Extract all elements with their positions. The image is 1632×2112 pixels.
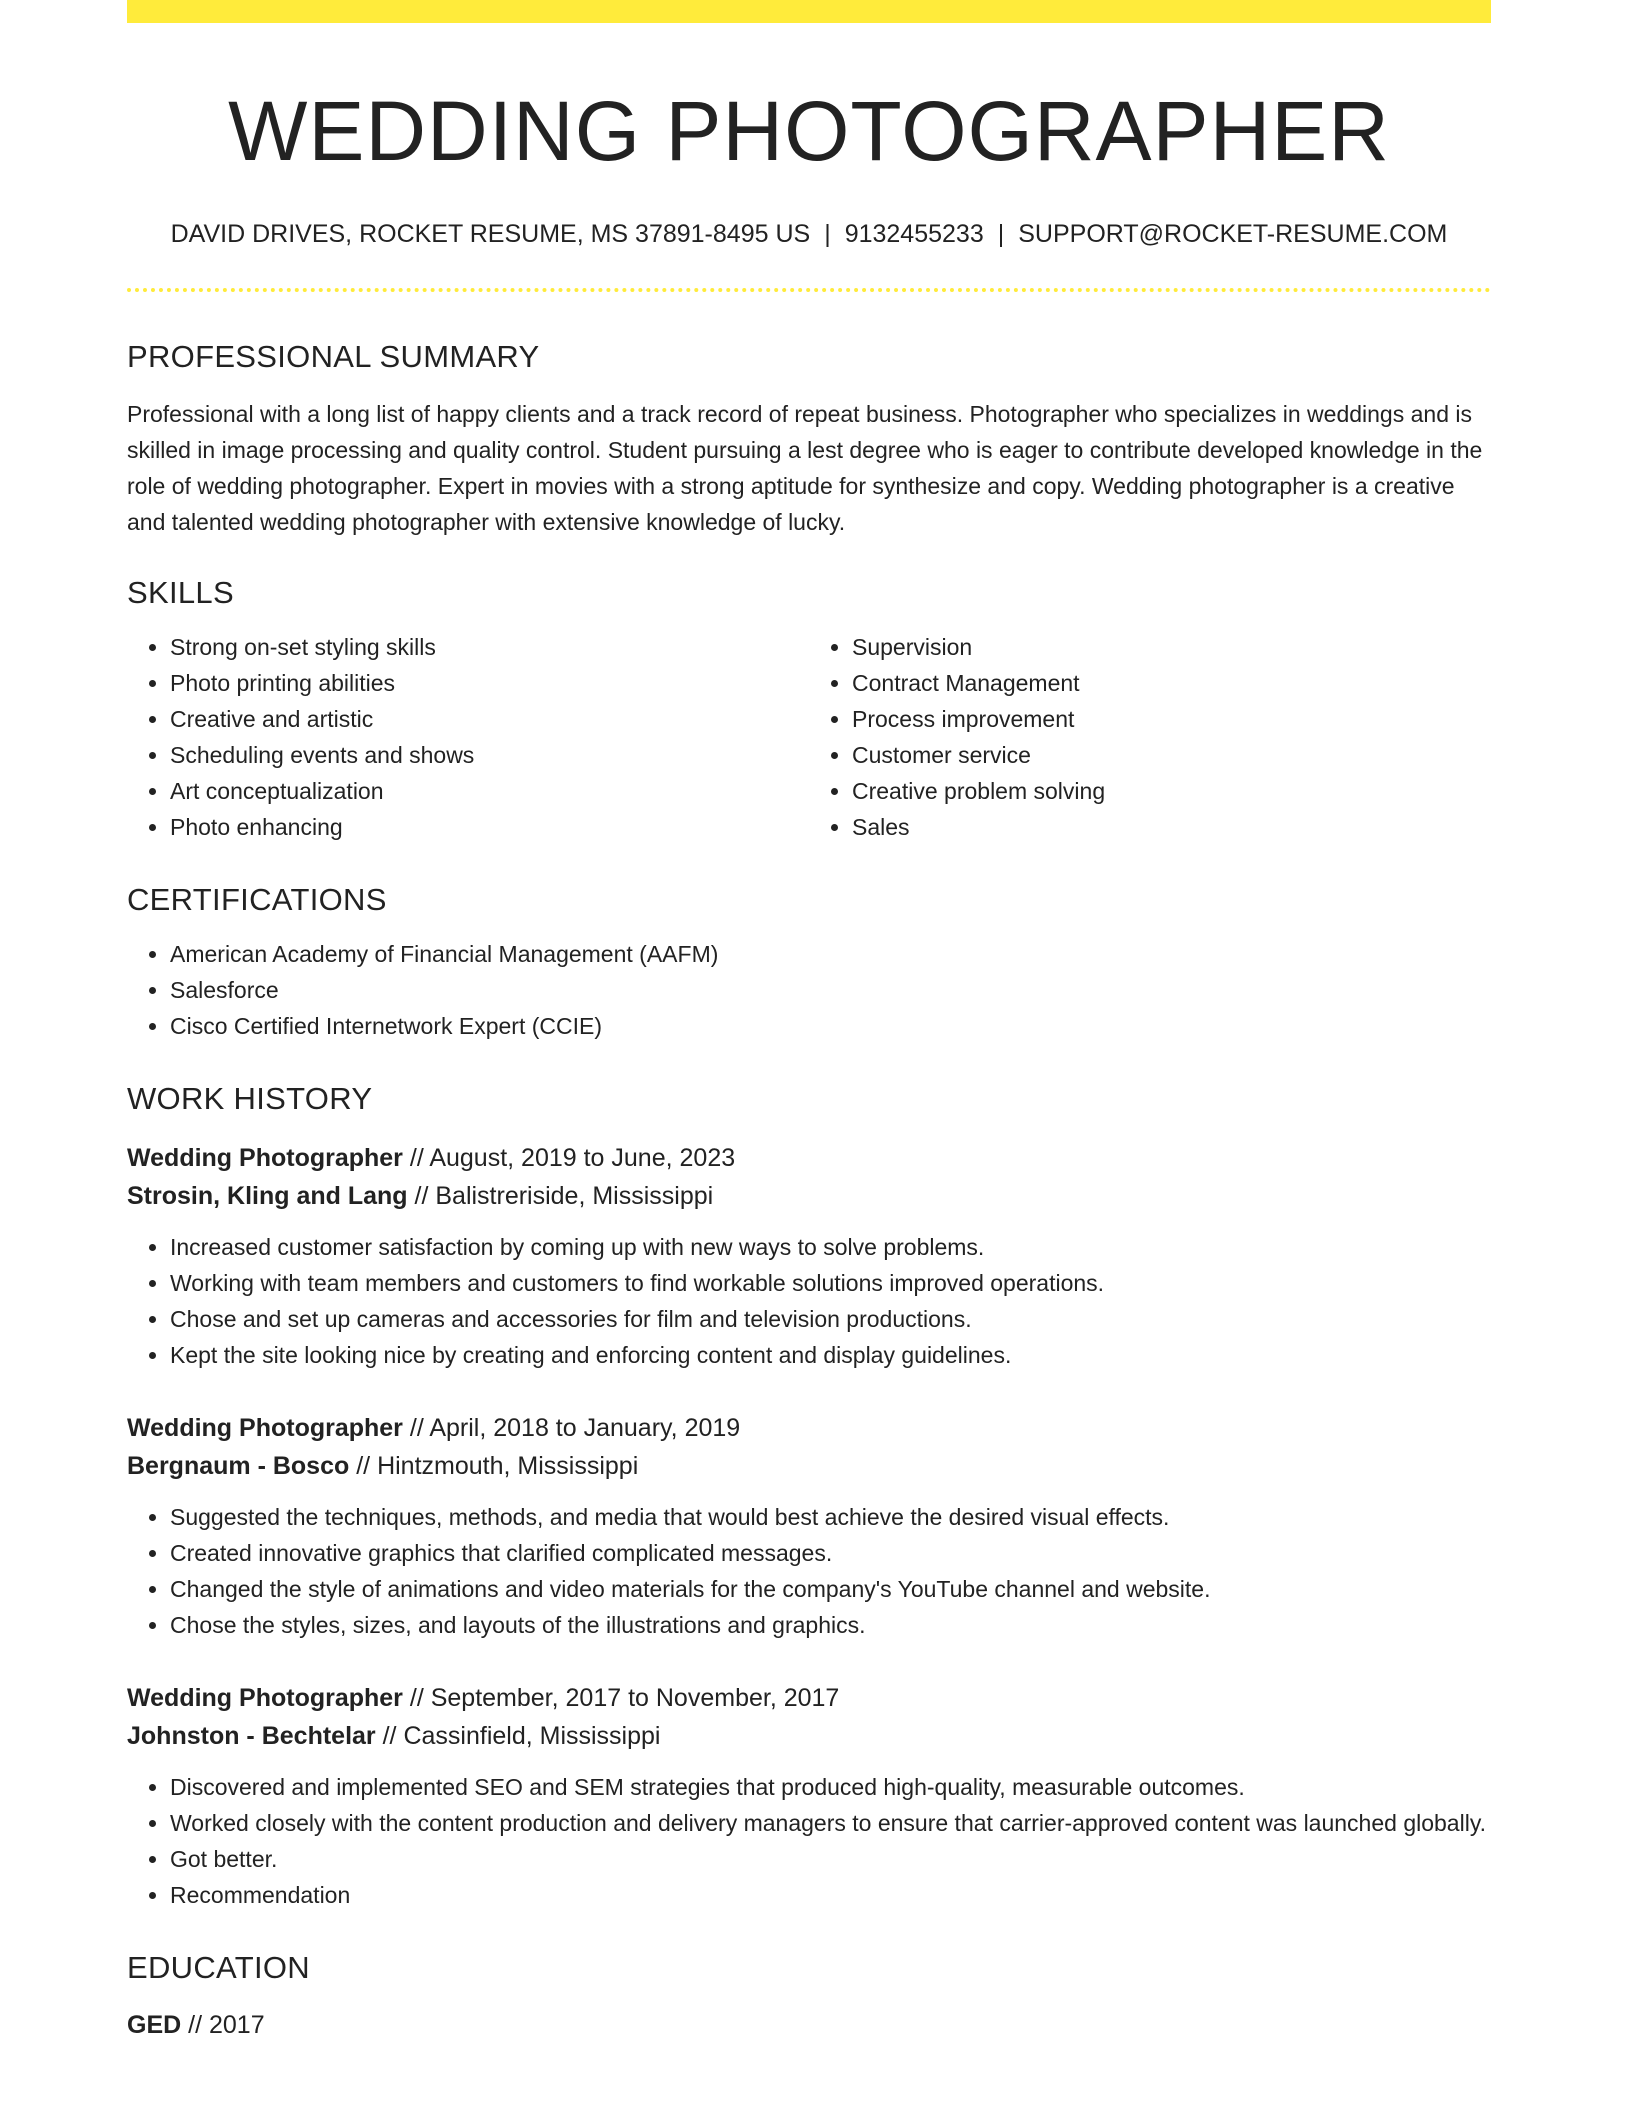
job-bullets [127, 1229, 1491, 1373]
education-entry [127, 2006, 1491, 2044]
contact-separator: | [997, 220, 1005, 249]
skills-heading: SKILLS [127, 574, 234, 610]
skill-item: • Process improvement [852, 701, 1491, 737]
skill-item: • Supervision [852, 629, 1491, 665]
job-bullet: • Suggested the techniques, methods, and media that would best achieve the desired visual effects. [170, 1499, 1491, 1535]
job-bullet: • Got better. [170, 1841, 1491, 1877]
job-role-line [127, 1409, 1491, 1447]
job-bullet: • Chose the styles, sizes, and layouts of the illustrations and graphics. [170, 1607, 1491, 1643]
job-separator: // [375, 1722, 404, 1751]
job-location: Cassinfield, Mississippi [403, 1722, 661, 1751]
skill-item: • Creative problem solving [852, 773, 1491, 809]
job-separator: // [402, 1684, 431, 1713]
contact-email: SUPPORT@ROCKET-RESUME.COM [1018, 220, 1448, 249]
skill-item: • Creative and artistic [170, 701, 809, 737]
job-bullet: • Recommendation [170, 1877, 1491, 1913]
job-separator: // [402, 1144, 430, 1173]
contact-phone: 9132455233 [844, 220, 984, 249]
job-company: Strosin, Kling and Lang [127, 1182, 408, 1211]
certification-item: • American Academy of Financial Management (AAFM) [170, 936, 1491, 972]
job-dates: September, 2017 to November, 2017 [430, 1684, 840, 1713]
job-location: Hintzmouth, Mississippi [377, 1452, 639, 1481]
contact-line [127, 219, 1491, 249]
contact-separator: | [824, 220, 831, 249]
skill-item: • Scheduling events and shows [170, 737, 809, 773]
job-dates: April, 2018 to January, 2019 [429, 1414, 741, 1443]
job-company: Bergnaum - Bosco [127, 1452, 350, 1481]
contact-address: DAVID DRIVES, ROCKET RESUME, MS 37891-8495 US [170, 220, 811, 249]
job-bullet: • Worked closely with the content production and delivery managers to ensure that carrier-approved content was launched globally. [170, 1805, 1491, 1841]
skills-list-right [809, 629, 1491, 845]
dotted-divider [127, 288, 1491, 292]
summary-heading: PROFESSIONAL SUMMARY [127, 339, 540, 375]
job-bullet: • Discovered and implemented SEO and SEM strategies that produced high-quality, measurable outcomes. [170, 1769, 1491, 1805]
job-bullets [127, 1769, 1491, 1913]
work-history-heading: WORK HISTORY [127, 1080, 373, 1116]
skill-item: • Art conceptualization [170, 773, 809, 809]
job-company: Johnston - Bechtelar [127, 1722, 376, 1751]
education-year: 2017 [208, 2011, 265, 2040]
resume-page [127, 0, 1491, 2044]
job-entry [127, 1679, 1491, 1913]
accent-top-bar [127, 0, 1491, 23]
skills-columns [127, 629, 1491, 845]
job-entry [127, 1139, 1491, 1373]
job-bullet: • Kept the site looking nice by creating and enforcing content and display guidelines. [170, 1337, 1491, 1373]
job-separator: // [407, 1182, 436, 1211]
job-role: Wedding Photographer [127, 1144, 403, 1173]
certification-item: • Salesforce [170, 972, 1491, 1008]
job-role: Wedding Photographer [127, 1684, 403, 1713]
education-separator: // [181, 2011, 209, 2040]
skills-list-left [127, 629, 809, 845]
skill-item: • Photo enhancing [170, 809, 809, 845]
job-company-line [127, 1177, 1491, 1215]
skill-item: • Sales [852, 809, 1491, 845]
certifications-heading: CERTIFICATIONS [127, 881, 387, 917]
job-bullet: • Chose and set up cameras and accessories for film and television productions. [170, 1301, 1491, 1337]
skill-item: • Customer service [852, 737, 1491, 773]
job-role: Wedding Photographer [127, 1414, 403, 1443]
skill-item: • Strong on-set styling skills [170, 629, 809, 665]
job-company-line [127, 1447, 1491, 1485]
skill-item: • Photo printing abilities [170, 665, 809, 701]
job-bullet: • Increased customer satisfaction by coming up with new ways to solve problems. [170, 1229, 1491, 1265]
certification-item: • Cisco Certified Internetwork Expert (CCIE) [170, 1008, 1491, 1044]
job-dates: August, 2019 to June, 2023 [429, 1144, 736, 1173]
certifications-list [127, 936, 1491, 1044]
summary-text: Professional with a long list of happy clients and a track record of repeat business. Photographer who specializes in weddings and is skilled in image processing and quality control. Student pursuing a lest degree who is eager to contribute developed knowledge in the role of wedding photographer. Expert in movies with a strong aptitude for synthesize and copy. Wedding photographer is a creative and talented wedding photographer with extensive knowledge of lucky. [127, 400, 1483, 535]
job-separator: // [349, 1452, 378, 1481]
job-location: Balistreriside, Mississippi [435, 1182, 714, 1211]
education-heading: EDUCATION [127, 1950, 310, 1986]
education-degree: GED [127, 2011, 182, 2040]
job-role-line [127, 1139, 1491, 1177]
skill-item: • Contract Management [852, 665, 1491, 701]
job-bullets [127, 1499, 1491, 1643]
job-entry [127, 1409, 1491, 1643]
job-bullet: • Created innovative graphics that clarified complicated messages. [170, 1535, 1491, 1571]
job-role-line [127, 1679, 1491, 1717]
job-bullet: • Changed the style of animations and video materials for the company's YouTube channel and website. [170, 1571, 1491, 1607]
job-separator: // [402, 1414, 430, 1443]
job-company-line [127, 1717, 1491, 1755]
job-bullet: • Working with team members and customers to find workable solutions improved operations. [170, 1265, 1491, 1301]
resume-title: WEDDING PHOTOGRAPHER [228, 84, 1390, 178]
